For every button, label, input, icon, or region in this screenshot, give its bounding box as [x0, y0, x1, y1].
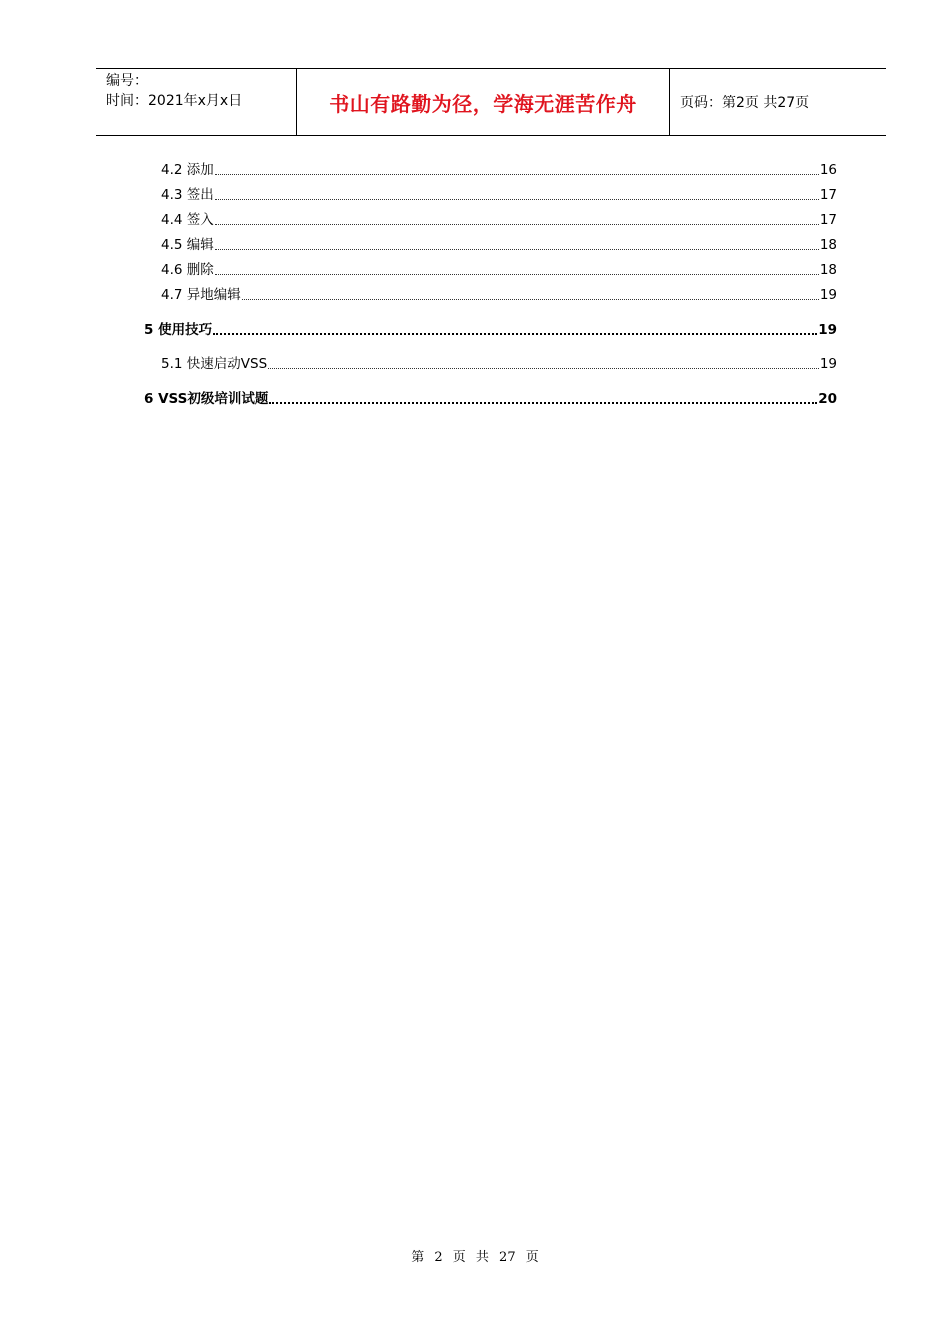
toc-leader-dots: [215, 262, 819, 275]
toc-entry-label: 5 使用技巧: [144, 322, 213, 338]
toc-entry-page: 17: [819, 212, 837, 228]
toc-entry-page: 18: [819, 262, 837, 278]
toc-entry-label: 4.5 编辑: [161, 237, 214, 253]
toc-entry-page: 19: [819, 287, 837, 303]
toc-leader-dots: [213, 321, 817, 335]
toc-entry-page: 16: [819, 162, 837, 178]
toc-leader-dots: [268, 356, 819, 369]
toc-entry-page: 17: [819, 187, 837, 203]
time-label: 时间：2021年x月x日: [106, 93, 243, 109]
toc-entry[interactable]: [161, 355, 837, 373]
toc-entry[interactable]: [161, 286, 837, 304]
toc-entry-page: 20: [818, 391, 837, 407]
number-label: 编号：: [106, 73, 148, 89]
toc-entry-label: 4.6 删除: [161, 262, 214, 278]
toc-entry-label: 4.7 异地编辑: [161, 287, 241, 303]
toc-leader-dots: [215, 162, 819, 175]
toc-entry[interactable]: [161, 186, 837, 204]
toc-entry[interactable]: [161, 236, 837, 254]
toc-entry[interactable]: [144, 321, 837, 339]
toc-entry[interactable]: [161, 261, 837, 279]
toc-leader-dots: [215, 237, 819, 250]
toc-entry-label: 5.1 快速启动VSS: [161, 356, 268, 372]
toc-leader-dots: [215, 212, 819, 225]
toc-entry-label: 4.2 添加: [161, 162, 214, 178]
toc-entry-label: 4.3 签出: [161, 187, 214, 203]
header-meta-cell: [96, 69, 297, 135]
toc-leader-dots: [242, 287, 819, 300]
toc-leader-dots: [215, 187, 819, 200]
toc-entry[interactable]: [161, 161, 837, 179]
toc-entry-label: 4.4 签入: [161, 212, 214, 228]
toc-entry-page: 19: [818, 322, 837, 338]
page-header: [96, 68, 886, 136]
toc-entry-label: 6 VSS初级培训试题: [144, 391, 269, 407]
header-page-info: 页码：第2页 共27页: [680, 95, 810, 111]
toc-entry-page: 19: [819, 356, 837, 372]
toc-leader-dots: [269, 390, 817, 404]
toc-entry[interactable]: [144, 390, 837, 408]
toc-entry-page: 18: [819, 237, 837, 253]
toc-entry[interactable]: [161, 211, 837, 229]
header-motto: 书山有路勤为径，学海无涯苦作舟: [297, 69, 670, 135]
page-footer: 第 2 页 共 27 页: [411, 1250, 539, 1265]
